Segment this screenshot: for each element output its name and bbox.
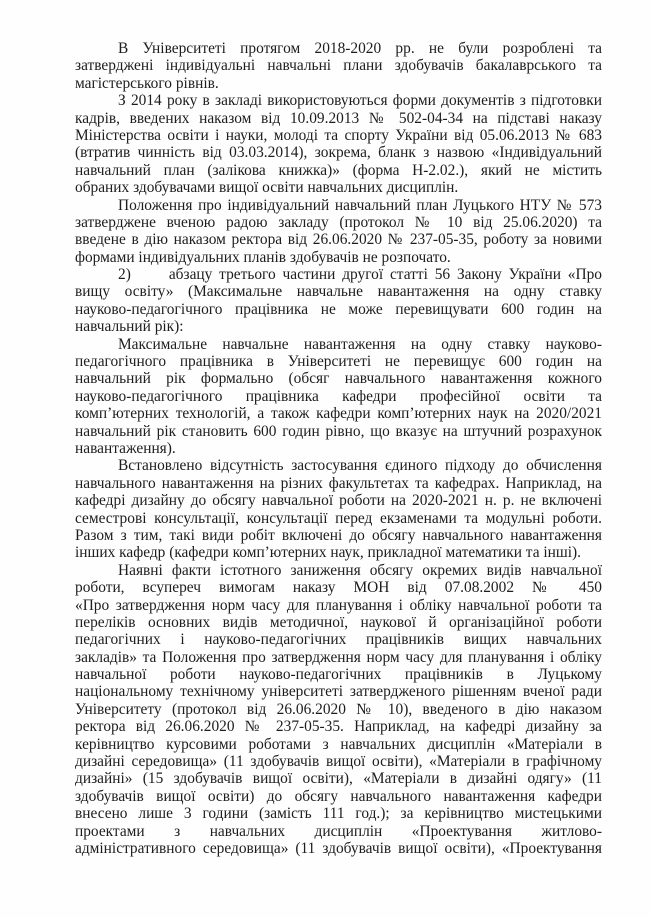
text-line: Максимальне навчальне навантаження на одну ставку науково- bbox=[118, 335, 602, 353]
text-line: введене в дію наказом ректора від 26.06.2020 № 237-05-35, роботу за новими bbox=[75, 231, 602, 249]
paragraph-1 bbox=[75, 40, 602, 92]
text-line: керівництво курсовими роботами з навчальних дисциплін «Матеріали в bbox=[75, 735, 602, 753]
text-line: семестрові консультації, консультації перед екзаменами та модульні роботи. bbox=[75, 509, 602, 527]
text-line: внесено лише 3 години (замість 111 год.); за керівництво мистецькими bbox=[75, 805, 602, 823]
paragraph-6 bbox=[75, 457, 602, 561]
text-line: кадрів, введених наказом від 10.09.2013 № 502-04-34 на підставі наказу bbox=[75, 109, 602, 127]
text-line: роботи, всупереч вимогам наказу МОН від 07.08.2002 № 450 bbox=[75, 579, 602, 597]
text-line: затверджене вченою радою закладу (протокол № 10 від 25.06.2020) та bbox=[75, 213, 602, 231]
text-line: В Університеті протягом 2018-2020 рр. не були розроблені та bbox=[118, 40, 602, 57]
text-line: Наявні факти істотного заниження обсягу окремих видів навчальної bbox=[118, 561, 602, 579]
text-line: навчальної роботи науково-педагогічних працівників в Луцькому bbox=[75, 666, 602, 684]
text-line: кафедрі дизайну до обсягу навчальної роботи на 2020-2021 н. р. не включені bbox=[75, 492, 602, 510]
text-line: затверджені індивідуальні навчальні плани здобувачів бакалаврського та bbox=[75, 57, 602, 75]
text-line: Міністерства освіти і науки, молоді та спорту України від 05.06.2013 № 683 bbox=[75, 126, 602, 144]
list-item-number: 2) bbox=[118, 266, 131, 284]
text-line: закладів» та Положення про затвердження норм часу для планування і обліку bbox=[75, 648, 602, 666]
paragraph-7 bbox=[75, 562, 602, 858]
text-line: дизайні» (15 здобувачів вищої освіти), «Матеріали в дизайні одягу» (11 bbox=[75, 770, 602, 788]
text-line: навчальний рік формально (обсяг навчального навантаження кожного bbox=[75, 370, 602, 388]
text-line: науково-педагогічного працівника не може перевищувати 600 годин на bbox=[75, 300, 602, 318]
text-line: Разом з тим, такі види робіт включені до обсягу навчального навантаження bbox=[75, 526, 602, 544]
text-line: переліків основних видів методичної, наукової й організаційної роботи bbox=[75, 613, 602, 631]
text-line: навантаження). bbox=[75, 439, 176, 457]
paragraph-3 bbox=[75, 197, 602, 267]
text-line: (втратив чинність від 03.03.2014), зокрема, бланк з назвою «Індивідуальний bbox=[75, 144, 602, 162]
text-line: навчальний рік становить 600 годин рівно, що вказує на штучний розрахунок bbox=[75, 422, 602, 440]
text-line: інших кафедр (кафедри комп’ютерних наук, прикладної математики та інші). bbox=[75, 544, 581, 562]
text-line: ректора від 26.06.2020 № 237-05-35. Наприклад, на кафедрі дизайну за bbox=[75, 718, 602, 736]
text-block bbox=[75, 40, 602, 857]
text-line: формами індивідуальних планів здобувачів не розпочато. bbox=[75, 248, 451, 266]
text-line: Положення про індивідуальний навчальний план Луцького НТУ № 573 bbox=[118, 196, 602, 214]
text-line: педагогічних і науково-педагогічних працівників вищих навчальних bbox=[75, 631, 602, 649]
paragraph-2 bbox=[75, 92, 602, 196]
text-line: проектами з навчальних дисциплін «Проектування житлово- bbox=[75, 822, 602, 840]
list-item-text: абзацу третього частини другої статті 56 Закону України «Про bbox=[168, 266, 602, 284]
text-line: навчальний план (залікова книжка)» (форма Н-2.02.), який не містить bbox=[75, 161, 602, 179]
paragraph-4-numbered-item bbox=[75, 266, 602, 336]
text-line: вищу освіту» (Максимальне навчальне навантаження на одну ставку bbox=[75, 283, 602, 301]
text-line: Встановлено відсутність застосування єдиного підходу до обчислення bbox=[118, 457, 602, 475]
text-line: обраних здобувачами вищої освіти навчальних дисциплін. bbox=[75, 179, 459, 197]
text-line: комп’ютерних технологій, а також кафедри комп’ютерних наук на 2020/2021 bbox=[75, 405, 602, 423]
text-line bbox=[75, 266, 602, 283]
text-line: магістерського рівнів. bbox=[75, 74, 219, 92]
text-line: педагогічного працівника в Університеті не перевищує 600 годин на bbox=[75, 353, 602, 371]
text-line: Університету (протокол від 26.06.2020 № 10), введеного в дію наказом bbox=[75, 700, 602, 718]
text-line: національному технічному університеті затвердженого рішенням вченої ради bbox=[75, 683, 602, 701]
text-line: навчального навантаження на різних факультетах та кафедрах. Наприклад, на bbox=[75, 474, 602, 492]
text-line: адміністративного середовища» (11 здобувачів вищої освіти), «Проектування bbox=[75, 839, 602, 857]
text-line: дизайні середовища» (11 здобувачів вищої освіти), «Матеріали в графічному bbox=[75, 753, 602, 771]
text-line: навчальний рік): bbox=[75, 318, 184, 336]
text-line: здобувачів вищої освіти) до обсягу навчального навантаження кафедри bbox=[75, 787, 602, 805]
paragraph-5 bbox=[75, 336, 602, 458]
text-line: «Про затвердження норм часу для планування і обліку навчальної роботи та bbox=[75, 596, 602, 614]
tab-gap bbox=[131, 278, 169, 279]
text-line: З 2014 року в закладі використовуються форми документів з підготовки bbox=[118, 92, 602, 110]
text-line: науково-педагогічного працівника кафедри професійної освіти та bbox=[75, 387, 602, 405]
